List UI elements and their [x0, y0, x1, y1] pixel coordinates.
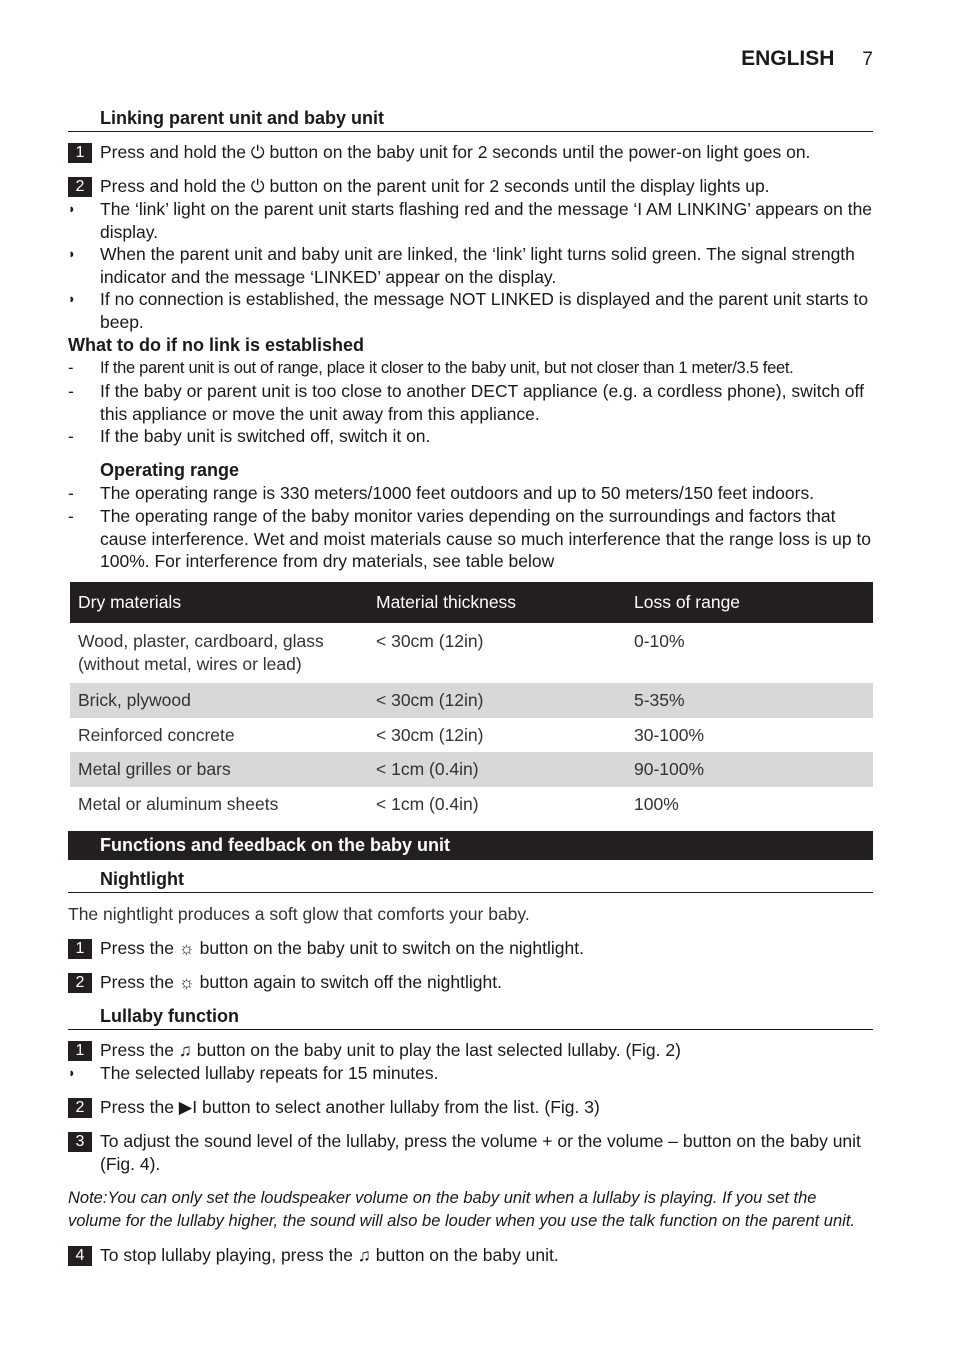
lullaby-step-2 [68, 1096, 873, 1119]
bullet-icon: ◗ [68, 246, 76, 261]
step-number: 1 [68, 1041, 92, 1061]
linking-step-2 [68, 175, 873, 198]
step-number: 1 [68, 143, 92, 163]
table-row [70, 683, 873, 718]
header-thickness: Material thickness [368, 582, 626, 623]
cell: < 30cm (12in) [376, 631, 484, 651]
no-link-item-2: - If the baby or parent unit is too close to another DECT appliance (e.g. a cordless phone), switch off this appliance or move the unit away from this appliance. [68, 381, 864, 424]
table-row [70, 787, 873, 822]
item-text: If the baby unit is switched off, switch it on. [100, 426, 431, 446]
nightlight-step-1 [68, 937, 873, 960]
cell: Metal or aluminum sheets [78, 793, 279, 814]
step-text: Press the ☼ button on the baby unit to switch on the nightlight. [100, 938, 584, 958]
step-number: 2 [68, 973, 92, 993]
step-text: To stop lullaby playing, press the ♫ button on the baby unit. [100, 1245, 559, 1265]
step-number: 2 [68, 177, 92, 197]
table-row [70, 718, 873, 753]
step-number: 1 [68, 939, 92, 959]
operating-range-heading: Operating range [100, 460, 240, 480]
header-loss: Loss of range [626, 582, 873, 623]
bullet-icon: ◗ [68, 201, 76, 216]
step-text: Press and hold the ⏻ button on the baby unit for 2 seconds until the power-on light goes on. [100, 142, 811, 162]
no-link-heading: What to do if no link is established [68, 335, 365, 355]
bullet-text: The selected lullaby repeats for 15 minutes. [100, 1063, 439, 1083]
cell: < 30cm (12in) [368, 683, 626, 718]
page-number: 7 [862, 49, 873, 70]
cell: < 30cm (12in) [376, 724, 484, 745]
table-header-row [70, 582, 873, 623]
linking-bullet-1 [68, 198, 873, 243]
bullet-text: When the parent unit and baby unit are linked, the ‘link’ light turns solid green. The signal strength indicator and the message ‘LINKED’ appear on the display. [100, 244, 855, 287]
nightlight-step-2 [68, 971, 873, 994]
bullet-text: The ‘link’ light on the parent unit starts flashing red and the message ‘I AM LINKING’ appears on the display. [100, 199, 873, 242]
lullaby-step-4 [68, 1244, 873, 1267]
section-title-linking: Linking parent unit and baby unit [68, 107, 873, 132]
no-link-item-1: - If the parent unit is out of range, place it closer to the baby unit, but not closer than 1 meter/3.5 feet. [68, 359, 794, 377]
nightlight-intro: The nightlight produces a soft glow that comforts your baby. [68, 904, 530, 924]
item-text: The operating range is 330 meters/1000 feet outdoors and up to 50 meters/150 feet indoors. [100, 483, 815, 503]
cell: 5-35% [626, 683, 873, 718]
cell: Metal grilles or bars [70, 752, 368, 787]
item-text: The operating range of the baby monitor varies depending on the surroundings and factors that cause interference. Wet and moist materials cause so much interference that the range loss is up to 100%. For interference from dry materials, see table below [100, 506, 872, 571]
bullet-icon: ◗ [68, 1065, 76, 1080]
no-link-item-3: - If the baby unit is switched off, switch it on. [68, 426, 431, 446]
cell: 90-100% [626, 752, 873, 787]
lullaby-note: Note:You can only set the loudspeaker volume on the baby unit when a lullaby is playing. If you set the volume for the lullaby higher, the sound will also be louder when you use the talk function on the parent unit. [68, 1189, 855, 1230]
bullet-text: If no connection is established, the message NOT LINKED is displayed and the parent unit starts to beep. [100, 289, 869, 332]
cell: Reinforced concrete [78, 724, 235, 745]
step-number: 3 [68, 1132, 92, 1152]
section-title-functions: Functions and feedback on the baby unit [68, 831, 873, 860]
linking-bullet-2 [68, 243, 873, 288]
step-text: Press and hold the ⏻ button on the parent unit for 2 seconds until the display lights up. [100, 176, 770, 196]
item-text: If the baby or parent unit is too close to another DECT appliance (e.g. a cordless phone), switch off this appliance or move the unit away from this appliance. [100, 381, 864, 424]
materials-table [70, 582, 873, 821]
lullaby-bullet [68, 1062, 873, 1085]
lullaby-step-3 [68, 1130, 873, 1175]
page-header [68, 48, 873, 72]
table-row [70, 623, 873, 683]
header-dry-materials: Dry materials [70, 582, 368, 623]
linking-bullet-3 [68, 288, 873, 333]
range-item-2: - The operating range of the baby monitor varies depending on the surroundings and factors that cause interference. Wet and moist materials cause so much interference that the range loss is up to 100%. For interference from dry materials, see table below [68, 506, 872, 571]
language-label: ENGLISH [741, 47, 835, 70]
bullet-icon: ◗ [68, 291, 76, 306]
item-text: If the parent unit is out of range, place it closer to the baby unit, but not closer than 1 meter/3.5 feet. [100, 359, 794, 377]
step-number: 4 [68, 1246, 92, 1266]
cell: < 1cm (0.4in) [376, 793, 479, 814]
cell: 0-10% [634, 631, 685, 651]
cell: Brick, plywood [70, 683, 368, 718]
cell: 100% [634, 793, 679, 814]
step-text: Press the ▶I button to select another lullaby from the list. (Fig. 3) [100, 1097, 600, 1117]
cell: < 1cm (0.4in) [368, 752, 626, 787]
linking-step-1 [68, 141, 873, 164]
section-title-nightlight: Nightlight [68, 868, 873, 893]
step-text: Press the ♫ button on the baby unit to play the last selected lullaby. (Fig. 2) [100, 1040, 681, 1060]
lullaby-step-1 [68, 1039, 873, 1062]
step-text: To adjust the sound level of the lullaby, press the volume + or the volume – button on the baby unit (Fig. 4). [100, 1131, 861, 1174]
table-row [70, 752, 873, 787]
cell: 30-100% [634, 724, 705, 745]
step-number: 2 [68, 1098, 92, 1118]
step-text: Press the ☼ button again to switch off the nightlight. [100, 972, 502, 992]
section-title-lullaby: Lullaby function [68, 1005, 873, 1030]
range-item-1: - The operating range is 330 meters/1000 feet outdoors and up to 50 meters/150 feet indoors. [68, 483, 815, 503]
cell: Wood, plaster, cardboard, glass (without metal, wires or lead) [78, 631, 324, 674]
